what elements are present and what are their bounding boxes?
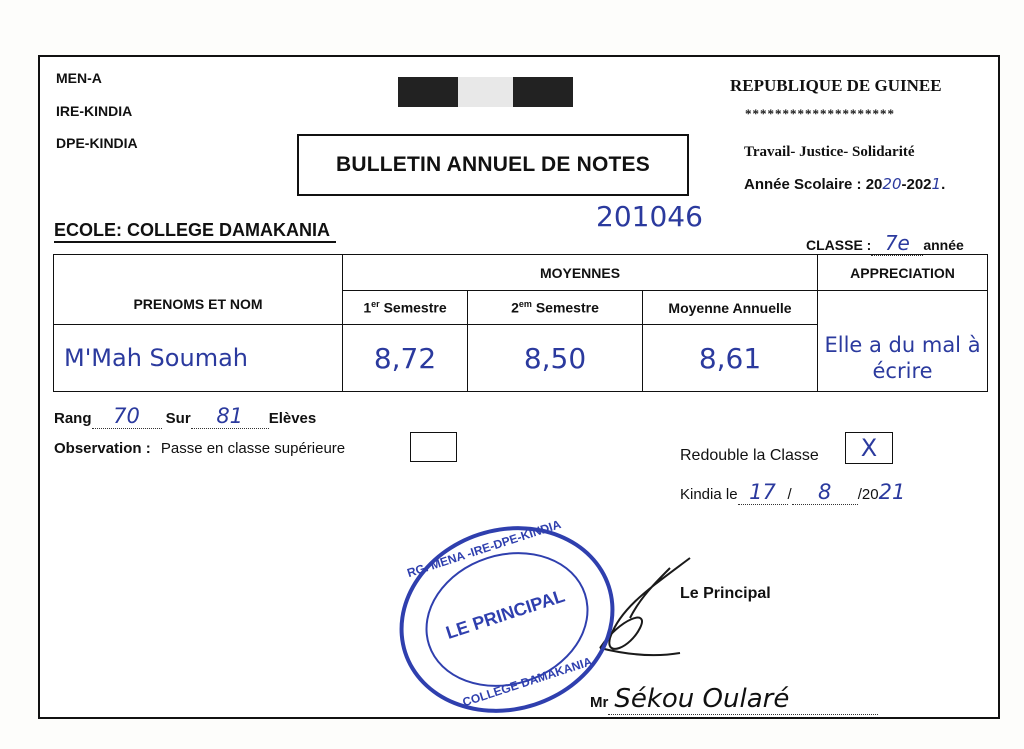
day-line: [738, 480, 788, 505]
motto: Travail- Justice- Solidarité: [744, 144, 915, 160]
flag-stripe-middle: [458, 77, 513, 107]
class-label: CLASSE :: [806, 237, 872, 253]
sem2-rest: Semestre: [531, 299, 599, 316]
sem1-sup: er: [371, 299, 380, 310]
col-header-sem1: [343, 291, 468, 325]
observation-line: [54, 440, 345, 457]
principal-label: Le Principal: [680, 585, 771, 602]
grades-table: [53, 254, 988, 392]
republic-label: REPUBLIQUE DE GUINEE: [730, 76, 942, 95]
col-header-appreciation: APPRECIATION: [818, 255, 988, 291]
repeat-mark: X: [860, 434, 878, 462]
date-day: 17: [749, 480, 776, 504]
date-label: Kindia le: [680, 486, 738, 503]
rank-line: [54, 404, 316, 429]
class-field: [806, 231, 964, 256]
signature-line: [590, 684, 878, 715]
annual-value: 8,61: [643, 325, 818, 392]
ire-label: IRE-KINDIA: [56, 103, 133, 119]
total-value: 81: [216, 404, 244, 428]
dpe-label: DPE-KINDIA: [56, 135, 138, 151]
repeat-checkbox[interactable]: [845, 432, 893, 464]
signature-mr-label: Mr: [590, 694, 609, 711]
col-header-annual: Moyenne Annuelle: [643, 291, 818, 325]
sur-label: Sur: [165, 410, 191, 427]
rank-label: Rang: [54, 410, 92, 427]
school-year-prefix: 20: [865, 176, 883, 193]
month-line: [792, 480, 858, 505]
school-year: [744, 175, 945, 193]
signature-name-line: [608, 684, 878, 715]
eleves-label: Elèves: [268, 410, 317, 427]
rank-value: 70: [113, 404, 140, 428]
appreciation-value: Elle a du mal à écrire: [818, 325, 988, 392]
rank-value-line: [92, 404, 162, 429]
signature-name: Sékou Oularé: [614, 684, 790, 714]
date-month: 8: [818, 480, 832, 504]
school-year-sep: -202: [901, 176, 932, 193]
flag-stripe-left: [398, 77, 458, 107]
date-year-hand: 21: [878, 480, 906, 504]
student-number: 201046: [596, 200, 703, 233]
pass-label: Passe en classe supérieure: [160, 440, 346, 457]
ministry-label: MEN-A: [56, 70, 102, 86]
class-value: 7e: [884, 231, 910, 255]
appreciation-header-spacer: [818, 291, 988, 325]
sem2-value: 8,50: [468, 325, 643, 392]
table-row: [54, 325, 988, 392]
observation-label: Observation :: [54, 440, 151, 457]
col-header-sem2: [468, 291, 643, 325]
year-prefix: /20: [857, 486, 879, 503]
school-year-label: Année Scolaire :: [744, 176, 866, 193]
sem1-value: 8,72: [343, 325, 468, 392]
school-year-hand-1: 20: [882, 175, 902, 193]
sem2-num: 2: [511, 299, 519, 316]
school-year-end: .: [941, 176, 946, 193]
sem1-rest: Semestre: [379, 299, 447, 316]
stamp-outer-top: RG. MENA -IRE-DPE-KINDIA: [405, 517, 563, 581]
col-header-name: PRENOMS ET NOM: [54, 255, 343, 325]
class-value-line: [871, 231, 923, 256]
stamp-center: LE PRINCIPAL: [443, 585, 568, 643]
repeat-label: Redouble la Classe: [680, 447, 819, 464]
total-value-line: [191, 404, 269, 429]
student-name: M'Mah Soumah: [54, 325, 343, 392]
stamp-outer-bottom: COLLEGE DAMAKANIA: [460, 654, 594, 710]
class-suffix: année: [923, 237, 964, 253]
sem1-num: 1: [363, 299, 372, 316]
sem2-sup: em: [518, 299, 532, 310]
pass-checkbox[interactable]: [410, 432, 457, 462]
document-title: BULLETIN ANNUEL DE NOTES: [297, 134, 689, 196]
col-header-moyennes: MOYENNES: [343, 255, 818, 291]
school-year-hand-2: 1: [931, 175, 942, 193]
stars-divider: ********************: [745, 106, 895, 121]
flag-stripe-right: [513, 77, 573, 107]
school-name: ECOLE: COLLEGE DAMAKANIA: [54, 220, 336, 243]
date-line: Kindia le 17 / 8 /2021: [680, 480, 906, 504]
